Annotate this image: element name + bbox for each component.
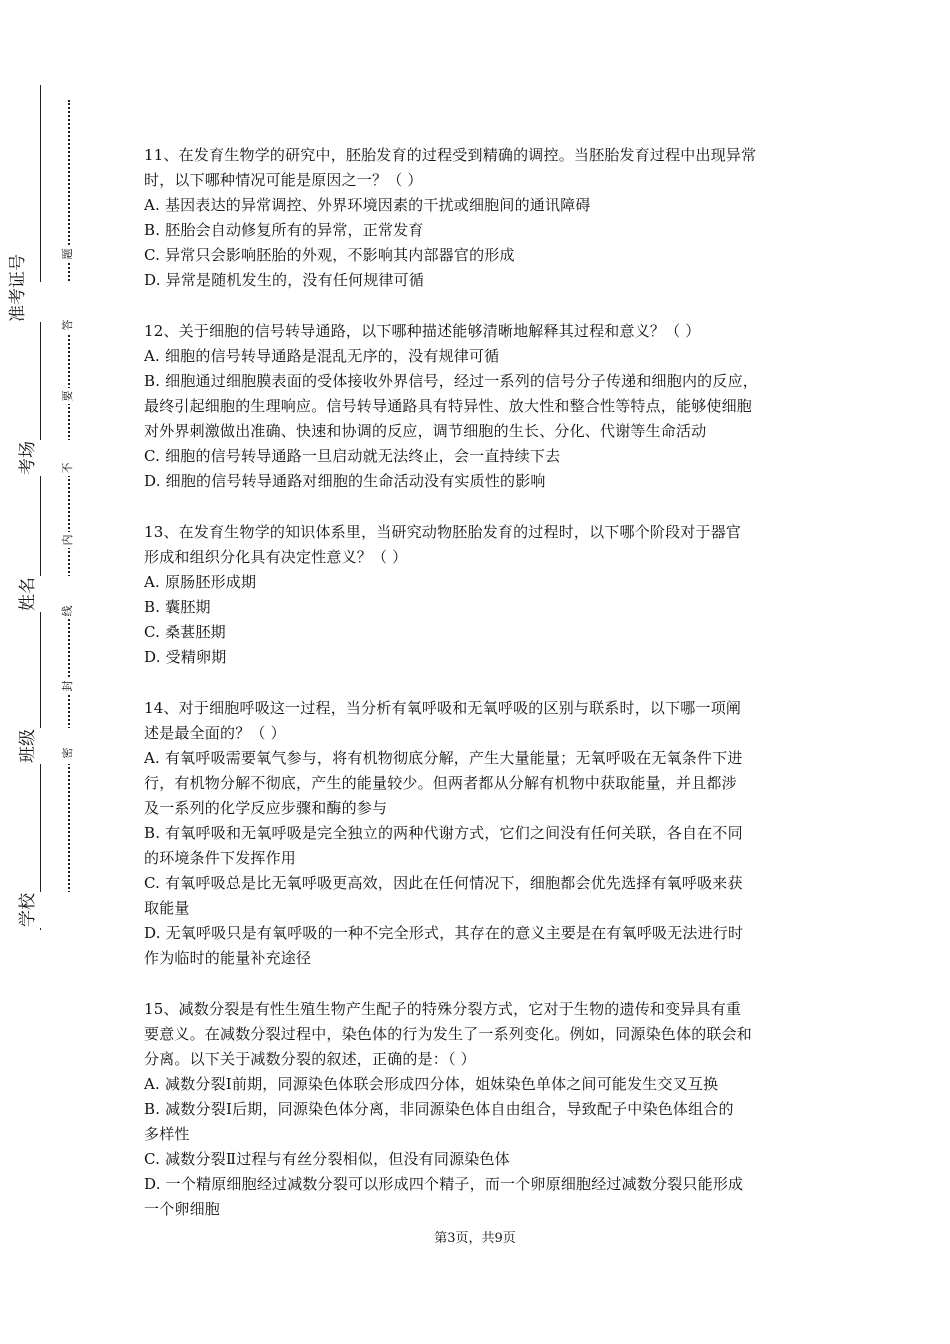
field-class-label: 班级 [10,728,70,764]
seal-char-nei: 内 [60,532,76,548]
question-stem: 时，以下哪种情况可能是原因之一？（ ） [144,171,423,189]
field-exam-room-label: 考场 [10,440,70,476]
option-d-continued: 作为临时的能量补充途径 [144,949,312,967]
option-b-continued: 最终引起细胞的生理响应。信号转导通路具有特异性、放大性和整合性等特点，能够使细胞 [144,397,753,415]
option-d: D. 异常是随机发生的，没有任何规律可循 [144,271,425,289]
option-d: D. 无氧呼吸只是有氧呼吸的一种不完全形式，其存在的意义主要是在有氧呼吸无法进行时 [144,924,744,942]
option-d: D. 受精卵期 [144,648,227,666]
option-c: C. 桑葚胚期 [144,623,226,641]
question-14 [144,696,812,971]
question-stem: 13、在发育生物学的知识体系里，当研究动物胚胎发育的过程时，以下哪个阶段对于器官 [144,523,742,541]
option-a: A. 有氧呼吸需要氧气参与，将有机物彻底分解，产生大量能量；无氧呼吸在无氧条件下进 [144,749,743,767]
seal-char-da: 答 [60,317,76,333]
option-b: B. 细胞通过细胞膜表面的受体接收外界信号，经过一系列的信号分子传递和细胞内的反应， [144,372,758,390]
question-stem: 14、对于细胞呼吸这一过程，当分析有氧呼吸和无氧呼吸的区别与联系时，以下哪一项阐 [144,699,742,717]
field-school-label: 学校 [10,892,70,928]
option-b: B. 囊胚期 [144,598,211,616]
question-stem: 11、在发育生物学的研究中，胚胎发育的过程受到精确的调控。当胚胎发育过程中出现异常 [144,146,757,164]
seal-char-ti: 题 [60,246,76,262]
option-c: C. 减数分裂Ⅱ过程与有丝分裂相似，但没有同源染色体 [144,1150,510,1168]
option-a: A. 基因表达的异常调控、外界环境因素的干扰或细胞间的通讯障碍 [144,196,591,214]
question-15 [144,997,812,1222]
question-stem: 15、减数分裂是有性生殖生物产生配子的特殊分裂方式，它对于生物的遗传和变异具有重 [144,1000,742,1018]
seal-char-mi: 密 [60,745,76,761]
option-b: B. 有氧呼吸和无氧呼吸是完全独立的两种代谢方式，它们之间没有任何关联，各自在不同 [144,824,743,842]
option-c-continued: 取能量 [144,899,190,917]
question-stem: 分离。以下关于减数分裂的叙述，正确的是：（ ） [144,1050,476,1068]
question-stem: 12、关于细胞的信号转导通路，以下哪种描述能够清晰地解释其过程和意义？（ ） [144,322,701,340]
option-a-continued: 及一系列的化学反应步骤和酶的参与 [144,799,388,817]
option-d: D. 细胞的信号转导通路对细胞的生命活动没有实质性的影响 [144,472,546,490]
option-b-continued: 对外界刺激做出准确、快速和协调的反应，调节细胞的生长、分化、代谢等生命活动 [144,422,707,440]
option-b-continued: 的环境条件下发挥作用 [144,849,297,867]
question-12 [144,319,812,494]
page-number: 第3页，共9页 [434,1231,516,1246]
binding-margin [0,0,100,1344]
option-a: A. 原肠胚形成期 [144,573,257,591]
field-admission-number-label: 准考证号 [0,282,80,322]
binding-solid-line [40,85,41,930]
option-c: C. 异常只会影响胚胎的外观，不影响其内部器官的形成 [144,246,515,264]
question-stem: 要意义。在减数分裂过程中，染色体的行为发生了一系列变化。例如，同源染色体的联会和 [144,1025,753,1043]
option-b: B. 减数分裂Ⅰ后期，同源染色体分离，非同源染色体自由组合，导致配子中染色体组合的 [144,1100,734,1118]
option-a-continued: 行，有机物分解不彻底，产生的能量较少。但两者都从分解有机物中获取能量，并且都涉 [144,774,737,792]
seal-dotted-line [68,100,70,908]
option-b-continued: 多样性 [144,1125,190,1143]
question-list [144,143,812,1248]
question-stem: 形成和组织分化具有决定性意义？（ ） [144,548,408,566]
option-b: B. 胚胎会自动修复所有的异常，正常发育 [144,221,424,239]
seal-char-yao: 要 [60,388,76,404]
option-c: C. 细胞的信号转导通路一旦启动就无法终止，会一直持续下去 [144,447,561,465]
seal-char-bu: 不 [60,460,76,476]
option-d-continued: 一个卵细胞 [144,1200,221,1218]
field-name-label: 姓名 [10,576,70,612]
seal-char-feng: 封 [60,678,76,694]
option-d: D. 一个精原细胞经过减数分裂可以形成四个精子，而一个卵原细胞经过减数分裂只能形成 [144,1175,744,1193]
seal-char-xian: 线 [60,603,76,619]
question-11 [144,143,812,293]
option-a: A. 减数分裂Ⅰ前期，同源染色体联会形成四分体，姐妹染色单体之间可能发生交叉互换 [144,1075,719,1093]
question-13 [144,520,812,670]
option-c: C. 有氧呼吸总是比无氧呼吸更高效，因此在任何情况下，细胞都会优先选择有氧呼吸来获 [144,874,743,892]
option-a: A. 细胞的信号转导通路是混乱无序的，没有规律可循 [144,347,500,365]
question-stem: 述是最全面的？（ ） [144,724,286,742]
